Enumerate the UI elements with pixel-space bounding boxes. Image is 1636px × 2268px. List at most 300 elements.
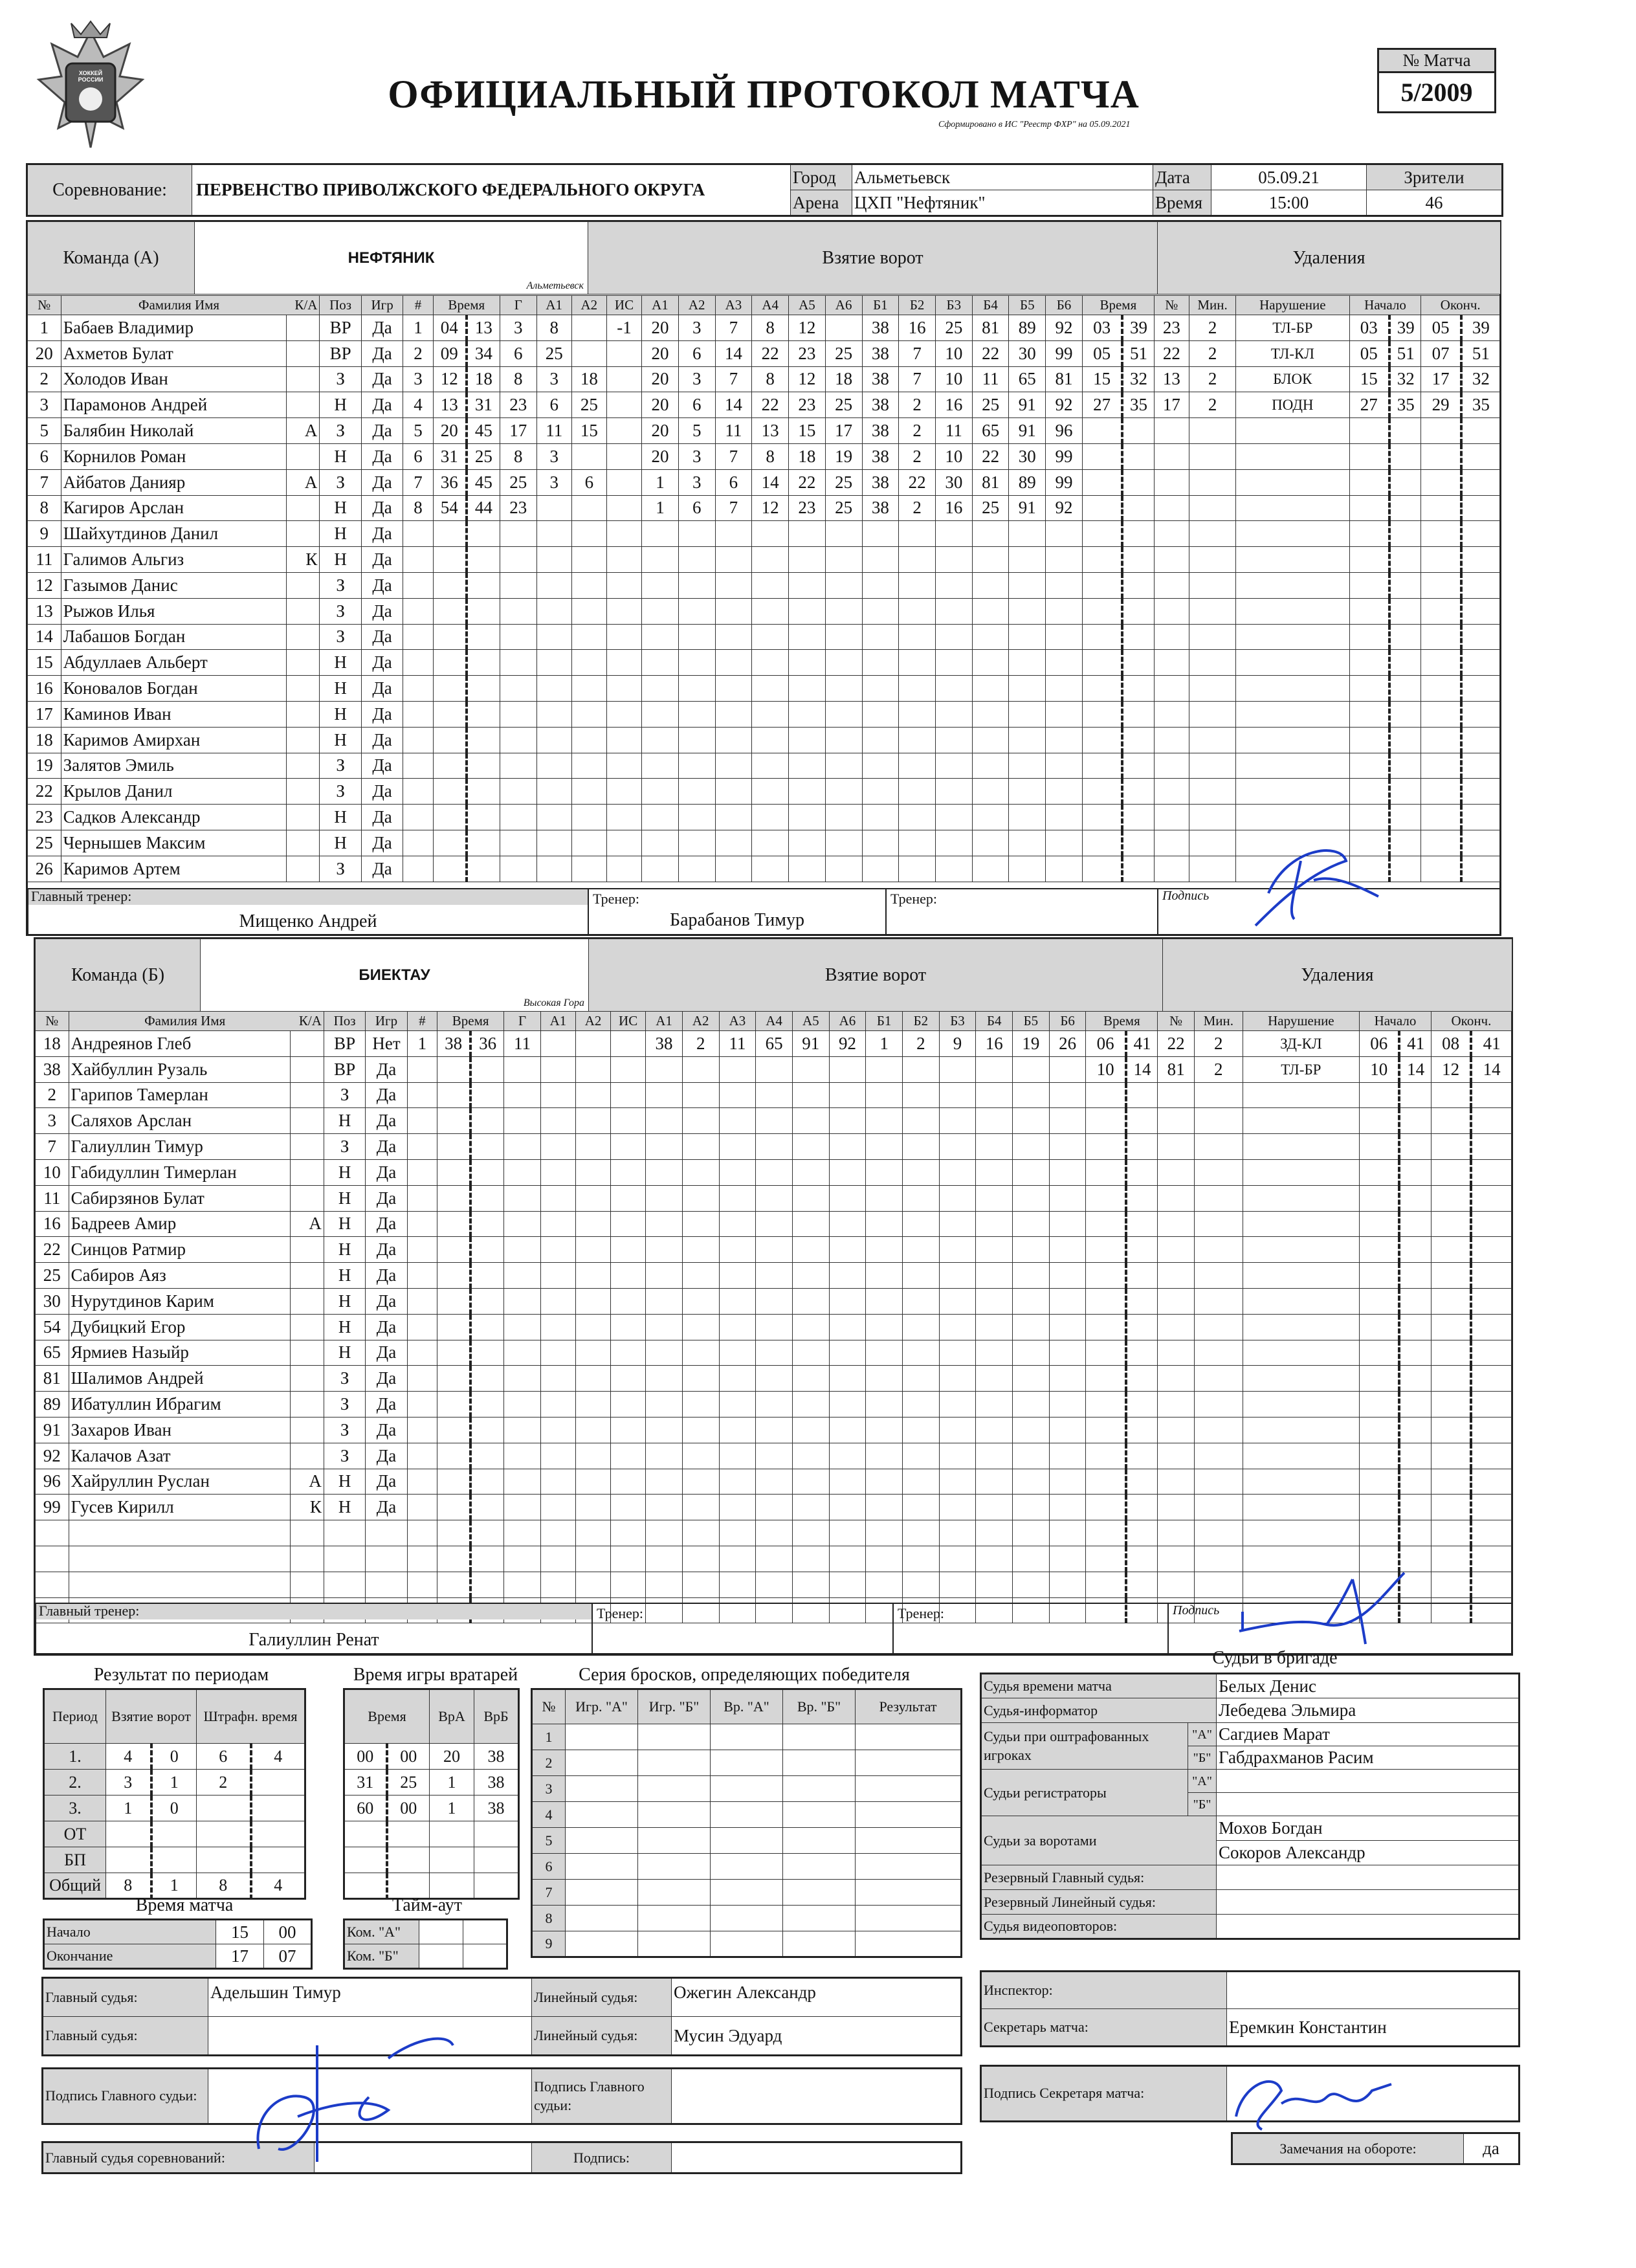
goal-onice-b5 xyxy=(1013,1443,1050,1469)
pen-type xyxy=(1243,1263,1359,1289)
goal-strength xyxy=(611,1185,646,1211)
pen-minutes: 2 xyxy=(1189,315,1235,341)
goal-onice-a1 xyxy=(642,727,679,753)
goal-assist-1 xyxy=(540,1134,575,1160)
goal-onice-b4 xyxy=(976,1082,1013,1108)
player-played: Да xyxy=(366,1263,407,1289)
player-ka xyxy=(291,1237,324,1263)
player-name: Галиуллин Тимур xyxy=(69,1134,291,1160)
pen-min xyxy=(1086,1314,1126,1340)
goal-onice-b3 xyxy=(939,1520,976,1546)
goal-onice-b2 xyxy=(899,727,936,753)
goal-onice-b1 xyxy=(862,547,899,573)
pen-minutes xyxy=(1189,676,1235,702)
pen-sec: 35 xyxy=(1122,392,1154,418)
period-pen-b xyxy=(251,1821,305,1847)
goal-onice-a2 xyxy=(678,598,715,624)
goal-onice-a6 xyxy=(829,1469,866,1495)
pen-player xyxy=(1154,547,1189,573)
pen-end-sec: 41 xyxy=(1471,1031,1511,1057)
time-value: 15:00 xyxy=(1211,190,1367,216)
goal-sec xyxy=(470,1185,504,1211)
pen-minutes xyxy=(1189,624,1235,650)
pen-player xyxy=(1158,1546,1195,1572)
pen-start-min xyxy=(1349,701,1389,727)
goal-onice-b5 xyxy=(1009,805,1046,830)
goal-onice-a5 xyxy=(792,1185,829,1211)
player-row xyxy=(28,392,1500,418)
pen-min xyxy=(1082,418,1122,444)
goal-onice-b5 xyxy=(1013,1572,1050,1597)
pen-minutes xyxy=(1194,1366,1243,1392)
goal-onice-a3 xyxy=(719,1443,756,1469)
player-ka xyxy=(286,572,320,598)
goal-assist-1: 3 xyxy=(536,469,571,495)
goal-onice-a3: 11 xyxy=(715,418,752,444)
pen-start-min xyxy=(1360,1082,1400,1108)
player-ka xyxy=(291,1572,324,1597)
player-position: З xyxy=(320,753,361,779)
goal-onice-b4: 22 xyxy=(972,340,1009,366)
goal-assist-2: 6 xyxy=(571,469,606,495)
sig-main-ref-label: Подпись Главного судьи: xyxy=(43,2069,208,2124)
goal-onice-a3 xyxy=(719,1185,756,1211)
pen-sec xyxy=(1126,1288,1158,1314)
goal-onice-a2 xyxy=(682,1108,719,1134)
goal-onice-a2 xyxy=(682,1392,719,1418)
player-position: Н xyxy=(320,650,361,676)
goal-onice-b2 xyxy=(899,856,936,882)
match-start-hour: 15 xyxy=(216,1920,264,1944)
pen-end-min xyxy=(1431,1572,1471,1597)
pen-minutes xyxy=(1194,1159,1243,1185)
pen-sec: 32 xyxy=(1122,366,1154,392)
match-number-box xyxy=(1377,48,1496,113)
player-number: 30 xyxy=(36,1288,69,1314)
player-played: Да xyxy=(361,443,403,469)
goal-onice-a4 xyxy=(756,1134,793,1160)
goal-assist-2 xyxy=(575,1082,610,1108)
pen-end-sec xyxy=(1461,469,1500,495)
goal-onice-b2 xyxy=(903,1237,940,1263)
goal-assist-2 xyxy=(571,547,606,573)
pen-player xyxy=(1154,469,1189,495)
goal-scorer: 8 xyxy=(500,443,536,469)
pen-sec xyxy=(1122,805,1154,830)
player-row xyxy=(36,1314,1512,1340)
pen-minutes xyxy=(1194,1314,1243,1340)
pen-end-sec xyxy=(1471,1185,1511,1211)
pen-start-min xyxy=(1360,1495,1400,1520)
goal-onice-b4: 11 xyxy=(972,366,1009,392)
goal-sec: 44 xyxy=(467,495,500,521)
pen-player xyxy=(1154,856,1189,882)
player-row xyxy=(36,1159,1512,1185)
goal-sec xyxy=(467,676,500,702)
team-a-sign-label: Подпись xyxy=(1162,889,1210,903)
pen-sec xyxy=(1126,1237,1158,1263)
goal-assist-1 xyxy=(540,1237,575,1263)
goal-onice-b6 xyxy=(1049,1546,1086,1572)
goal-onice-a6 xyxy=(825,624,862,650)
player-name xyxy=(69,1572,291,1597)
goal-sec xyxy=(470,1211,504,1237)
pen-player xyxy=(1158,1185,1195,1211)
goal-onice-b3 xyxy=(939,1211,976,1237)
player-played: Да xyxy=(361,676,403,702)
goal-onice-a1 xyxy=(646,1237,683,1263)
col-a1: А1 xyxy=(642,296,679,315)
goal-onice-a1 xyxy=(642,598,679,624)
col-b5: Б5 xyxy=(1013,1012,1050,1031)
goal-sec xyxy=(467,753,500,779)
goal-onice-b5 xyxy=(1009,598,1046,624)
goal-onice-a3: 7 xyxy=(715,366,752,392)
goal-onice-a5 xyxy=(792,1392,829,1418)
goal-onice-a5 xyxy=(792,1263,829,1289)
pen-min xyxy=(1082,856,1122,882)
goal-onice-a3 xyxy=(715,779,752,805)
pen-start-sec xyxy=(1389,779,1421,805)
goal-assist-1 xyxy=(536,805,571,830)
goal-scorer: 8 xyxy=(500,366,536,392)
pen-minutes xyxy=(1189,495,1235,521)
goal-onice-b4: 22 xyxy=(972,443,1009,469)
player-ka xyxy=(291,1392,324,1418)
pen-type xyxy=(1236,753,1349,779)
goal-onice-b6 xyxy=(1049,1469,1086,1495)
sig-secretary-label: Подпись Секретаря матча: xyxy=(981,2066,1227,2122)
pen-min xyxy=(1082,443,1122,469)
pen-end-min: 17 xyxy=(1421,366,1461,392)
shootout-col-goalie-a: Вр. "А" xyxy=(711,1689,783,1724)
goal-onice-a4 xyxy=(752,650,789,676)
player-row xyxy=(36,1443,1512,1469)
goal-onice-b4 xyxy=(976,1211,1013,1237)
goal-min xyxy=(437,1366,471,1392)
ref-info-label: Судья-информатор xyxy=(981,1698,1217,1723)
goal-onice-b2 xyxy=(903,1056,940,1082)
period-pen-b xyxy=(251,1847,305,1873)
goal-onice-b3 xyxy=(935,572,972,598)
goal-onice-a3 xyxy=(719,1082,756,1108)
player-ka: А xyxy=(291,1211,324,1237)
goal-onice-b1 xyxy=(862,676,899,702)
pen-player xyxy=(1158,1469,1195,1495)
goalie-a: 20 xyxy=(430,1744,474,1770)
goal-onice-b2 xyxy=(903,1443,940,1469)
player-row xyxy=(28,366,1500,392)
goal-min xyxy=(437,1134,471,1160)
pen-end-min: 05 xyxy=(1421,315,1461,341)
player-row xyxy=(36,1082,1512,1108)
page-title: ОФИЦИАЛЬНЫЙ ПРОТОКОЛ МАТЧА xyxy=(388,73,1140,117)
line-ref-2: Мусин Эдуард xyxy=(672,2017,962,2056)
pen-sec xyxy=(1122,779,1154,805)
pen-end-sec: 14 xyxy=(1471,1056,1511,1082)
goal-onice-b3 xyxy=(935,727,972,753)
player-number xyxy=(36,1572,69,1597)
goal-onice-a3 xyxy=(719,1237,756,1263)
pen-end-sec xyxy=(1471,1366,1511,1392)
goal-onice-a2 xyxy=(682,1159,719,1185)
pen-sec xyxy=(1126,1572,1158,1597)
player-position: З xyxy=(320,779,361,805)
goal-onice-b4 xyxy=(972,624,1009,650)
match-number-label: № Матча xyxy=(1378,49,1496,72)
spectators-label: Зрители xyxy=(1367,164,1503,190)
goalie-min: 31 xyxy=(344,1770,387,1796)
goal-onice-b1 xyxy=(866,1185,903,1211)
player-played xyxy=(366,1572,407,1597)
goal-onice-b4: 81 xyxy=(972,469,1009,495)
player-row xyxy=(36,1263,1512,1289)
date-value: 05.09.21 xyxy=(1211,164,1367,190)
goal-assist-2 xyxy=(571,753,606,779)
pen-sec xyxy=(1126,1108,1158,1134)
col-num: № xyxy=(36,1012,69,1031)
player-played: Да xyxy=(366,1134,407,1160)
player-number: 92 xyxy=(36,1443,69,1469)
goal-onice-b4 xyxy=(972,753,1009,779)
pen-minutes xyxy=(1189,598,1235,624)
pen-player xyxy=(1158,1263,1195,1289)
goal-onice-a5: 18 xyxy=(789,443,826,469)
pen-end-min xyxy=(1421,676,1461,702)
goal-onice-b4 xyxy=(976,1366,1013,1392)
period-goals-a: 4 xyxy=(106,1744,151,1770)
pen-min: 10 xyxy=(1086,1056,1126,1082)
player-ka xyxy=(291,1263,324,1289)
goal-onice-b5 xyxy=(1013,1314,1050,1340)
team-b-goals-header: Взятие ворот xyxy=(589,939,1163,1012)
player-ka xyxy=(291,1159,324,1185)
player-position: Н xyxy=(324,1495,365,1520)
pen-minutes xyxy=(1189,753,1235,779)
goal-assist-1 xyxy=(536,701,571,727)
player-name: Каминов Иван xyxy=(61,701,286,727)
pen-start-min xyxy=(1349,727,1389,753)
goal-onice-a5 xyxy=(792,1572,829,1597)
goal-no: 1 xyxy=(403,315,433,341)
goal-no xyxy=(403,624,433,650)
shootout-row xyxy=(532,1802,962,1828)
goal-onice-a5: 12 xyxy=(789,315,826,341)
team-a-table xyxy=(27,295,1500,882)
goal-onice-a1 xyxy=(646,1417,683,1443)
goal-onice-a3 xyxy=(719,1546,756,1572)
goal-assist-2 xyxy=(571,856,606,882)
goal-onice-a3 xyxy=(719,1108,756,1134)
secretary-signature xyxy=(1223,2058,1404,2136)
player-row xyxy=(36,1056,1512,1082)
shootout-title: Серия бросков, определяющих победителя xyxy=(579,1665,910,1685)
pen-end-min xyxy=(1431,1546,1471,1572)
goal-onice-b5 xyxy=(1009,521,1046,547)
pen-type xyxy=(1243,1108,1359,1134)
goal-onice-b1: 1 xyxy=(866,1031,903,1057)
goal-onice-b1 xyxy=(862,727,899,753)
player-name: Балябин Николай xyxy=(61,418,286,444)
goal-no: 7 xyxy=(403,469,433,495)
goal-min: 12 xyxy=(433,366,467,392)
shootout-no: 1 xyxy=(532,1724,566,1750)
goal-onice-a5 xyxy=(792,1108,829,1134)
goal-onice-a4 xyxy=(752,727,789,753)
goal-assist-1 xyxy=(540,1211,575,1237)
goal-min xyxy=(437,1288,471,1314)
goal-onice-b2 xyxy=(903,1211,940,1237)
goal-onice-a5 xyxy=(789,676,826,702)
player-name: Каримов Артем xyxy=(61,856,286,882)
goal-onice-b3 xyxy=(939,1237,976,1263)
goal-onice-b1 xyxy=(866,1469,903,1495)
shootout-no: 6 xyxy=(532,1854,566,1880)
match-end-label: Окончание xyxy=(44,1944,216,1969)
goal-min xyxy=(437,1159,471,1185)
notes-label: Замечания на обороте: xyxy=(1232,2133,1464,2164)
player-ka xyxy=(291,1108,324,1134)
goal-onice-b5: 89 xyxy=(1009,469,1046,495)
goal-onice-b5 xyxy=(1013,1237,1050,1263)
goal-onice-b2 xyxy=(903,1082,940,1108)
pen-start-min xyxy=(1360,1237,1400,1263)
player-row xyxy=(28,779,1500,805)
player-name: Рыжов Илья xyxy=(61,598,286,624)
goal-assist-1 xyxy=(540,1159,575,1185)
goal-strength xyxy=(611,1263,646,1289)
shootout-row xyxy=(532,1906,962,1931)
player-number: 13 xyxy=(28,598,61,624)
pen-player xyxy=(1158,1392,1195,1418)
goal-no xyxy=(407,1314,437,1340)
shootout-row xyxy=(532,1724,962,1750)
player-row xyxy=(28,418,1500,444)
goal-scorer xyxy=(504,1314,541,1340)
goal-no xyxy=(407,1520,437,1546)
goal-onice-a3 xyxy=(715,650,752,676)
player-name: Калачов Азат xyxy=(69,1443,291,1469)
pen-minutes xyxy=(1194,1108,1243,1134)
pen-min xyxy=(1082,572,1122,598)
goal-assist-2 xyxy=(575,1134,610,1160)
goal-onice-b6: 92 xyxy=(1046,495,1083,521)
player-played: Да xyxy=(361,495,403,521)
goal-onice-a5 xyxy=(789,830,826,856)
goal-assist-2 xyxy=(571,624,606,650)
pen-end-min: 29 xyxy=(1421,392,1461,418)
player-position: Н xyxy=(324,1469,365,1495)
pen-end-sec xyxy=(1461,521,1500,547)
player-position: Н xyxy=(320,727,361,753)
pen-min xyxy=(1086,1340,1126,1366)
goal-onice-a6 xyxy=(829,1392,866,1418)
team-a-trainer2-label: Тренер: xyxy=(890,891,938,907)
pen-type xyxy=(1236,495,1349,521)
col-a5: А5 xyxy=(792,1012,829,1031)
pen-end-min xyxy=(1421,521,1461,547)
goal-onice-b3: 16 xyxy=(935,495,972,521)
goal-onice-a6 xyxy=(825,598,862,624)
goal-onice-b6 xyxy=(1046,572,1083,598)
goalie-col-time: Время xyxy=(344,1689,430,1744)
goal-assist-2 xyxy=(571,727,606,753)
goal-onice-b2 xyxy=(903,1392,940,1418)
player-position: Н xyxy=(324,1263,365,1289)
player-number: 9 xyxy=(28,521,61,547)
goal-onice-a3: 7 xyxy=(715,495,752,521)
goalie-col-a: ВрА xyxy=(430,1689,474,1744)
pen-end-sec xyxy=(1471,1443,1511,1469)
pen-sec xyxy=(1122,572,1154,598)
col-g-a1: А1 xyxy=(536,296,571,315)
player-played: Да xyxy=(366,1211,407,1237)
goal-assist-1: 25 xyxy=(536,340,571,366)
goal-assist-1 xyxy=(536,598,571,624)
goal-onice-b1 xyxy=(866,1495,903,1520)
player-name: Нурутдинов Карим xyxy=(69,1288,291,1314)
goalie-b: 38 xyxy=(474,1796,519,1821)
goal-onice-a3 xyxy=(715,856,752,882)
goal-assist-2 xyxy=(571,676,606,702)
col-pen-type: Нарушение xyxy=(1236,296,1349,315)
col-g-g: Г xyxy=(504,1012,541,1031)
player-played: Да xyxy=(361,727,403,753)
goal-onice-b5 xyxy=(1013,1340,1050,1366)
goal-onice-b6 xyxy=(1049,1159,1086,1185)
pen-player xyxy=(1158,1495,1195,1520)
goal-onice-a5: 23 xyxy=(789,495,826,521)
goal-min xyxy=(433,805,467,830)
pen-start-min: 05 xyxy=(1349,340,1389,366)
player-row xyxy=(36,1417,1512,1443)
goal-onice-a3 xyxy=(719,1263,756,1289)
pen-start-sec: 41 xyxy=(1399,1031,1431,1057)
player-name: Ибатуллин Ибрагим xyxy=(69,1392,291,1418)
goal-onice-a6 xyxy=(829,1108,866,1134)
goal-onice-a4 xyxy=(756,1211,793,1237)
pen-start-sec xyxy=(1399,1469,1431,1495)
goal-onice-a6 xyxy=(829,1572,866,1597)
goal-assist-2 xyxy=(571,650,606,676)
pen-player xyxy=(1154,830,1189,856)
goal-scorer xyxy=(500,572,536,598)
goal-strength xyxy=(606,340,641,366)
goal-strength xyxy=(606,676,641,702)
player-ka xyxy=(291,1134,324,1160)
goal-onice-a1 xyxy=(646,1443,683,1469)
goal-onice-b4 xyxy=(972,547,1009,573)
goal-onice-b3 xyxy=(939,1443,976,1469)
pen-sec xyxy=(1122,521,1154,547)
goal-onice-a4 xyxy=(756,1340,793,1366)
goalie-row-empty xyxy=(344,1847,519,1873)
goal-sec xyxy=(470,1366,504,1392)
player-ka xyxy=(291,1340,324,1366)
goal-onice-a3 xyxy=(715,830,752,856)
goalie-time-title: Время игры вратарей xyxy=(353,1665,518,1685)
goal-onice-a2 xyxy=(682,1237,719,1263)
pen-start-min xyxy=(1360,1211,1400,1237)
goal-onice-a1 xyxy=(646,1520,683,1546)
player-ka: К xyxy=(286,547,320,573)
pen-start-sec xyxy=(1399,1185,1431,1211)
player-position: Н xyxy=(324,1237,365,1263)
goal-onice-a1 xyxy=(646,1134,683,1160)
pen-min xyxy=(1086,1082,1126,1108)
competition-name: ПЕРВЕНСТВО ПРИВОЛЖСКОГО ФЕДЕРАЛЬНОГО ОКРУГА xyxy=(192,164,791,216)
player-position: Н xyxy=(324,1108,365,1134)
